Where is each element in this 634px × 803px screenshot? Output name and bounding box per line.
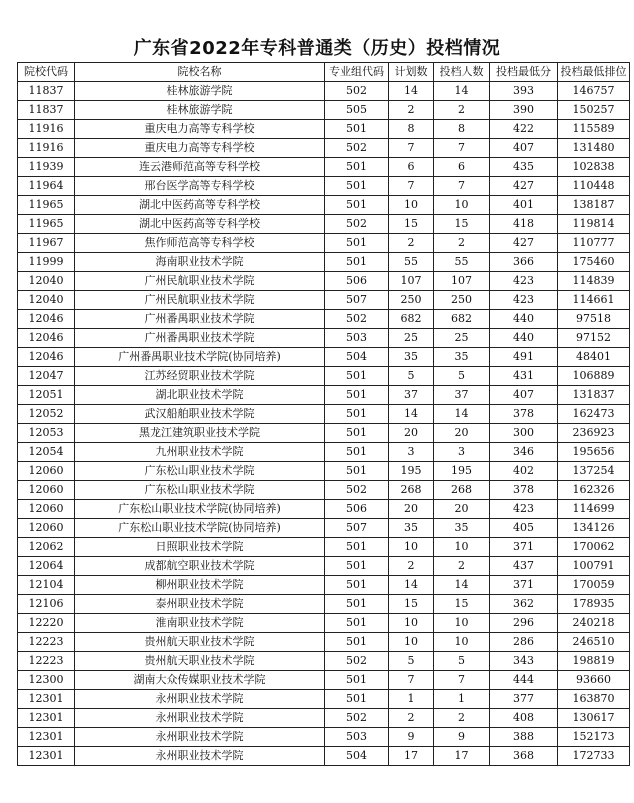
header-plan-count: 计划数 xyxy=(389,63,434,82)
cell-min-rank: 130617 xyxy=(558,709,630,728)
cell-group-code: 501 xyxy=(325,196,389,215)
cell-plan-count: 3 xyxy=(389,443,434,462)
cell-min-score: 393 xyxy=(490,82,558,101)
cell-admitted-count: 6 xyxy=(434,158,490,177)
cell-admitted-count: 2 xyxy=(434,234,490,253)
cell-group-code: 507 xyxy=(325,291,389,310)
cell-min-score: 371 xyxy=(490,538,558,557)
cell-school-code: 11965 xyxy=(18,196,75,215)
cell-school-code: 12223 xyxy=(18,633,75,652)
cell-min-score: 440 xyxy=(490,329,558,348)
header-school-code: 院校代码 xyxy=(18,63,75,82)
cell-min-rank: 163870 xyxy=(558,690,630,709)
table-row xyxy=(18,120,630,139)
cell-min-score: 343 xyxy=(490,652,558,671)
cell-school-code: 12060 xyxy=(18,519,75,538)
cell-min-rank: 246510 xyxy=(558,633,630,652)
cell-plan-count: 1 xyxy=(389,690,434,709)
cell-plan-count: 35 xyxy=(389,519,434,538)
cell-plan-count: 8 xyxy=(389,120,434,139)
cell-school-name: 连云港师范高等专科学校 xyxy=(75,158,325,177)
table-row xyxy=(18,538,630,557)
cell-plan-count: 682 xyxy=(389,310,434,329)
cell-admitted-count: 7 xyxy=(434,139,490,158)
cell-admitted-count: 2 xyxy=(434,709,490,728)
table-row xyxy=(18,310,630,329)
cell-school-code: 11964 xyxy=(18,177,75,196)
cell-admitted-count: 2 xyxy=(434,557,490,576)
cell-school-code: 12301 xyxy=(18,709,75,728)
cell-plan-count: 10 xyxy=(389,614,434,633)
admission-table xyxy=(17,62,630,766)
cell-group-code: 501 xyxy=(325,424,389,443)
cell-min-rank: 152173 xyxy=(558,728,630,747)
cell-school-code: 11965 xyxy=(18,215,75,234)
cell-school-name: 武汉船舶职业技术学院 xyxy=(75,405,325,424)
cell-admitted-count: 1 xyxy=(434,690,490,709)
cell-school-name: 永州职业技术学院 xyxy=(75,747,325,766)
cell-plan-count: 35 xyxy=(389,348,434,367)
cell-school-name: 邢台医学高等专科学校 xyxy=(75,177,325,196)
cell-plan-count: 5 xyxy=(389,652,434,671)
table-row xyxy=(18,424,630,443)
cell-admitted-count: 268 xyxy=(434,481,490,500)
cell-school-name: 贵州航天职业技术学院 xyxy=(75,652,325,671)
cell-min-rank: 150257 xyxy=(558,101,630,120)
cell-min-score: 378 xyxy=(490,405,558,424)
cell-group-code: 502 xyxy=(325,139,389,158)
table-row xyxy=(18,405,630,424)
cell-school-name: 广州民航职业技术学院 xyxy=(75,272,325,291)
cell-plan-count: 14 xyxy=(389,82,434,101)
cell-min-rank: 146757 xyxy=(558,82,630,101)
cell-school-code: 12301 xyxy=(18,747,75,766)
cell-school-name: 重庆电力高等专科学校 xyxy=(75,139,325,158)
cell-plan-count: 2 xyxy=(389,234,434,253)
cell-admitted-count: 17 xyxy=(434,747,490,766)
cell-admitted-count: 10 xyxy=(434,196,490,215)
cell-school-name: 湖北中医药高等专科学校 xyxy=(75,215,325,234)
cell-group-code: 501 xyxy=(325,614,389,633)
cell-group-code: 501 xyxy=(325,690,389,709)
cell-school-code: 12046 xyxy=(18,348,75,367)
cell-school-name: 成都航空职业技术学院 xyxy=(75,557,325,576)
cell-min-score: 366 xyxy=(490,253,558,272)
table-row xyxy=(18,671,630,690)
cell-group-code: 501 xyxy=(325,405,389,424)
header-school-name: 院校名称 xyxy=(75,63,325,82)
cell-school-code: 11999 xyxy=(18,253,75,272)
cell-admitted-count: 107 xyxy=(434,272,490,291)
cell-min-score: 435 xyxy=(490,158,558,177)
cell-plan-count: 195 xyxy=(389,462,434,481)
table-row xyxy=(18,291,630,310)
cell-admitted-count: 14 xyxy=(434,576,490,595)
table-row xyxy=(18,747,630,766)
cell-group-code: 501 xyxy=(325,576,389,595)
cell-min-score: 401 xyxy=(490,196,558,215)
cell-min-rank: 137254 xyxy=(558,462,630,481)
cell-plan-count: 37 xyxy=(389,386,434,405)
table-row xyxy=(18,139,630,158)
cell-admitted-count: 37 xyxy=(434,386,490,405)
cell-school-name: 广东松山职业技术学院 xyxy=(75,481,325,500)
cell-admitted-count: 3 xyxy=(434,443,490,462)
cell-min-rank: 114839 xyxy=(558,272,630,291)
cell-plan-count: 2 xyxy=(389,557,434,576)
table-row xyxy=(18,557,630,576)
cell-school-name: 广州番禺职业技术学院(协同培养) xyxy=(75,348,325,367)
cell-min-rank: 236923 xyxy=(558,424,630,443)
cell-min-score: 346 xyxy=(490,443,558,462)
table-row xyxy=(18,215,630,234)
cell-plan-count: 10 xyxy=(389,538,434,557)
cell-admitted-count: 10 xyxy=(434,633,490,652)
cell-min-score: 491 xyxy=(490,348,558,367)
cell-min-score: 427 xyxy=(490,177,558,196)
page-title: 广东省2022年专科普通类（历史）投档情况 xyxy=(133,38,501,59)
cell-school-code: 12040 xyxy=(18,291,75,310)
cell-min-score: 296 xyxy=(490,614,558,633)
cell-admitted-count: 682 xyxy=(434,310,490,329)
cell-min-score: 371 xyxy=(490,576,558,595)
cell-group-code: 501 xyxy=(325,538,389,557)
table-row xyxy=(18,576,630,595)
cell-admitted-count: 15 xyxy=(434,215,490,234)
table-row xyxy=(18,253,630,272)
table-row xyxy=(18,595,630,614)
cell-min-score: 390 xyxy=(490,101,558,120)
cell-plan-count: 17 xyxy=(389,747,434,766)
cell-group-code: 502 xyxy=(325,215,389,234)
table-row xyxy=(18,386,630,405)
cell-plan-count: 7 xyxy=(389,671,434,690)
cell-min-rank: 48401 xyxy=(558,348,630,367)
table-row xyxy=(18,158,630,177)
header-admitted-count: 投档人数 xyxy=(434,63,490,82)
cell-school-code: 12301 xyxy=(18,728,75,747)
cell-min-rank: 162326 xyxy=(558,481,630,500)
cell-min-score: 402 xyxy=(490,462,558,481)
cell-min-score: 423 xyxy=(490,500,558,519)
cell-school-name: 广州番禺职业技术学院 xyxy=(75,310,325,329)
table-row xyxy=(18,348,630,367)
cell-plan-count: 250 xyxy=(389,291,434,310)
cell-min-rank: 102838 xyxy=(558,158,630,177)
cell-group-code: 502 xyxy=(325,652,389,671)
cell-min-rank: 110777 xyxy=(558,234,630,253)
cell-school-name: 海南职业技术学院 xyxy=(75,253,325,272)
table-row xyxy=(18,614,630,633)
cell-school-code: 12046 xyxy=(18,310,75,329)
cell-school-name: 重庆电力高等专科学校 xyxy=(75,120,325,139)
cell-min-score: 377 xyxy=(490,690,558,709)
cell-min-rank: 97152 xyxy=(558,329,630,348)
cell-min-rank: 106889 xyxy=(558,367,630,386)
cell-group-code: 504 xyxy=(325,747,389,766)
cell-min-rank: 114699 xyxy=(558,500,630,519)
cell-min-rank: 115589 xyxy=(558,120,630,139)
cell-school-code: 12053 xyxy=(18,424,75,443)
cell-plan-count: 10 xyxy=(389,633,434,652)
cell-group-code: 501 xyxy=(325,234,389,253)
cell-school-code: 12064 xyxy=(18,557,75,576)
cell-school-code: 12301 xyxy=(18,690,75,709)
cell-plan-count: 107 xyxy=(389,272,434,291)
table-row xyxy=(18,728,630,747)
table-row xyxy=(18,481,630,500)
table-row xyxy=(18,462,630,481)
cell-admitted-count: 5 xyxy=(434,367,490,386)
cell-admitted-count: 55 xyxy=(434,253,490,272)
cell-admitted-count: 35 xyxy=(434,519,490,538)
cell-school-code: 12047 xyxy=(18,367,75,386)
cell-plan-count: 14 xyxy=(389,405,434,424)
cell-school-code: 12300 xyxy=(18,671,75,690)
cell-min-rank: 97518 xyxy=(558,310,630,329)
cell-group-code: 505 xyxy=(325,101,389,120)
cell-group-code: 506 xyxy=(325,500,389,519)
cell-school-name: 日照职业技术学院 xyxy=(75,538,325,557)
cell-min-rank: 131480 xyxy=(558,139,630,158)
cell-school-name: 永州职业技术学院 xyxy=(75,728,325,747)
cell-min-rank: 170059 xyxy=(558,576,630,595)
cell-school-code: 12223 xyxy=(18,652,75,671)
cell-plan-count: 14 xyxy=(389,576,434,595)
cell-plan-count: 7 xyxy=(389,139,434,158)
cell-plan-count: 268 xyxy=(389,481,434,500)
cell-min-rank: 114661 xyxy=(558,291,630,310)
cell-school-code: 12220 xyxy=(18,614,75,633)
cell-school-name: 永州职业技术学院 xyxy=(75,709,325,728)
cell-min-rank: 195656 xyxy=(558,443,630,462)
cell-school-name: 广东松山职业技术学院(协同培养) xyxy=(75,500,325,519)
cell-group-code: 507 xyxy=(325,519,389,538)
cell-school-code: 11916 xyxy=(18,139,75,158)
cell-plan-count: 2 xyxy=(389,101,434,120)
cell-plan-count: 20 xyxy=(389,424,434,443)
cell-school-code: 11916 xyxy=(18,120,75,139)
cell-school-code: 12051 xyxy=(18,386,75,405)
cell-plan-count: 15 xyxy=(389,595,434,614)
cell-school-name: 江苏经贸职业技术学院 xyxy=(75,367,325,386)
cell-min-score: 407 xyxy=(490,386,558,405)
cell-group-code: 502 xyxy=(325,481,389,500)
cell-admitted-count: 250 xyxy=(434,291,490,310)
cell-admitted-count: 195 xyxy=(434,462,490,481)
cell-school-code: 11837 xyxy=(18,101,75,120)
cell-group-code: 502 xyxy=(325,709,389,728)
cell-min-score: 437 xyxy=(490,557,558,576)
cell-admitted-count: 25 xyxy=(434,329,490,348)
cell-min-rank: 170062 xyxy=(558,538,630,557)
table-row xyxy=(18,177,630,196)
table-row xyxy=(18,329,630,348)
cell-admitted-count: 10 xyxy=(434,614,490,633)
cell-school-code: 11939 xyxy=(18,158,75,177)
cell-min-rank: 134126 xyxy=(558,519,630,538)
cell-min-rank: 110448 xyxy=(558,177,630,196)
cell-min-rank: 131837 xyxy=(558,386,630,405)
cell-school-name: 泰州职业技术学院 xyxy=(75,595,325,614)
cell-plan-count: 55 xyxy=(389,253,434,272)
cell-group-code: 502 xyxy=(325,82,389,101)
cell-school-code: 11967 xyxy=(18,234,75,253)
cell-min-score: 431 xyxy=(490,367,558,386)
cell-admitted-count: 10 xyxy=(434,538,490,557)
cell-group-code: 503 xyxy=(325,728,389,747)
table-row xyxy=(18,633,630,652)
cell-admitted-count: 14 xyxy=(434,405,490,424)
cell-min-score: 422 xyxy=(490,120,558,139)
cell-school-name: 九州职业技术学院 xyxy=(75,443,325,462)
table-row xyxy=(18,196,630,215)
table-header-row xyxy=(18,63,630,82)
cell-group-code: 501 xyxy=(325,557,389,576)
cell-admitted-count: 14 xyxy=(434,82,490,101)
cell-school-name: 湖南大众传媒职业技术学院 xyxy=(75,671,325,690)
cell-school-code: 12104 xyxy=(18,576,75,595)
cell-plan-count: 7 xyxy=(389,177,434,196)
cell-min-score: 378 xyxy=(490,481,558,500)
cell-min-score: 408 xyxy=(490,709,558,728)
cell-admitted-count: 35 xyxy=(434,348,490,367)
table-row xyxy=(18,101,630,120)
table-row xyxy=(18,234,630,253)
table-row xyxy=(18,519,630,538)
table-row xyxy=(18,443,630,462)
cell-school-name: 贵州航天职业技术学院 xyxy=(75,633,325,652)
cell-plan-count: 20 xyxy=(389,500,434,519)
cell-admitted-count: 9 xyxy=(434,728,490,747)
cell-school-code: 12060 xyxy=(18,500,75,519)
cell-plan-count: 10 xyxy=(389,196,434,215)
cell-min-score: 444 xyxy=(490,671,558,690)
cell-school-name: 桂林旅游学院 xyxy=(75,101,325,120)
cell-group-code: 502 xyxy=(325,310,389,329)
cell-min-rank: 240218 xyxy=(558,614,630,633)
cell-min-rank: 138187 xyxy=(558,196,630,215)
cell-admitted-count: 7 xyxy=(434,671,490,690)
table-row xyxy=(18,367,630,386)
cell-min-score: 368 xyxy=(490,747,558,766)
cell-group-code: 501 xyxy=(325,595,389,614)
cell-group-code: 504 xyxy=(325,348,389,367)
cell-school-name: 湖北职业技术学院 xyxy=(75,386,325,405)
cell-group-code: 501 xyxy=(325,367,389,386)
cell-min-score: 405 xyxy=(490,519,558,538)
cell-admitted-count: 7 xyxy=(434,177,490,196)
cell-group-code: 501 xyxy=(325,671,389,690)
cell-plan-count: 5 xyxy=(389,367,434,386)
cell-school-code: 12062 xyxy=(18,538,75,557)
table-row xyxy=(18,709,630,728)
table-row xyxy=(18,500,630,519)
cell-group-code: 501 xyxy=(325,120,389,139)
cell-school-code: 12040 xyxy=(18,272,75,291)
cell-school-name: 广东松山职业技术学院 xyxy=(75,462,325,481)
cell-admitted-count: 2 xyxy=(434,101,490,120)
cell-plan-count: 6 xyxy=(389,158,434,177)
cell-min-score: 418 xyxy=(490,215,558,234)
cell-min-rank: 175460 xyxy=(558,253,630,272)
cell-group-code: 501 xyxy=(325,386,389,405)
header-min-score: 投档最低分 xyxy=(490,63,558,82)
table-row xyxy=(18,272,630,291)
cell-school-name: 淮南职业技术学院 xyxy=(75,614,325,633)
cell-school-code: 12060 xyxy=(18,481,75,500)
cell-admitted-count: 15 xyxy=(434,595,490,614)
cell-min-score: 362 xyxy=(490,595,558,614)
cell-group-code: 501 xyxy=(325,158,389,177)
cell-school-code: 12054 xyxy=(18,443,75,462)
cell-plan-count: 9 xyxy=(389,728,434,747)
cell-plan-count: 15 xyxy=(389,215,434,234)
cell-school-name: 柳州职业技术学院 xyxy=(75,576,325,595)
cell-group-code: 501 xyxy=(325,633,389,652)
cell-school-name: 永州职业技术学院 xyxy=(75,690,325,709)
cell-school-name: 广东松山职业技术学院(协同培养) xyxy=(75,519,325,538)
cell-school-code: 11837 xyxy=(18,82,75,101)
cell-school-name: 广州民航职业技术学院 xyxy=(75,291,325,310)
cell-min-rank: 93660 xyxy=(558,671,630,690)
cell-min-rank: 178935 xyxy=(558,595,630,614)
cell-min-rank: 198819 xyxy=(558,652,630,671)
table-row xyxy=(18,82,630,101)
cell-min-score: 427 xyxy=(490,234,558,253)
cell-min-score: 300 xyxy=(490,424,558,443)
cell-school-name: 湖北中医药高等专科学校 xyxy=(75,196,325,215)
cell-group-code: 501 xyxy=(325,462,389,481)
cell-min-rank: 100791 xyxy=(558,557,630,576)
cell-school-code: 12106 xyxy=(18,595,75,614)
cell-min-score: 440 xyxy=(490,310,558,329)
table-row xyxy=(18,690,630,709)
header-group-code: 专业组代码 xyxy=(325,63,389,82)
cell-group-code: 501 xyxy=(325,253,389,272)
cell-school-code: 12046 xyxy=(18,329,75,348)
cell-plan-count: 25 xyxy=(389,329,434,348)
cell-min-score: 423 xyxy=(490,291,558,310)
cell-min-score: 388 xyxy=(490,728,558,747)
cell-min-rank: 172733 xyxy=(558,747,630,766)
cell-admitted-count: 8 xyxy=(434,120,490,139)
cell-school-name: 桂林旅游学院 xyxy=(75,82,325,101)
cell-min-score: 286 xyxy=(490,633,558,652)
cell-group-code: 503 xyxy=(325,329,389,348)
table-body xyxy=(18,82,630,766)
cell-group-code: 501 xyxy=(325,443,389,462)
cell-group-code: 506 xyxy=(325,272,389,291)
cell-admitted-count: 20 xyxy=(434,424,490,443)
header-min-rank: 投档最低排位 xyxy=(558,63,630,82)
cell-admitted-count: 20 xyxy=(434,500,490,519)
cell-min-rank: 119814 xyxy=(558,215,630,234)
cell-admitted-count: 5 xyxy=(434,652,490,671)
cell-school-name: 焦作师范高等专科学校 xyxy=(75,234,325,253)
table-row xyxy=(18,652,630,671)
cell-plan-count: 2 xyxy=(389,709,434,728)
cell-group-code: 501 xyxy=(325,177,389,196)
cell-min-rank: 162473 xyxy=(558,405,630,424)
cell-min-score: 423 xyxy=(490,272,558,291)
cell-min-score: 407 xyxy=(490,139,558,158)
cell-school-name: 黑龙江建筑职业技术学院 xyxy=(75,424,325,443)
cell-school-name: 广州番禺职业技术学院 xyxy=(75,329,325,348)
cell-school-code: 12052 xyxy=(18,405,75,424)
cell-school-code: 12060 xyxy=(18,462,75,481)
